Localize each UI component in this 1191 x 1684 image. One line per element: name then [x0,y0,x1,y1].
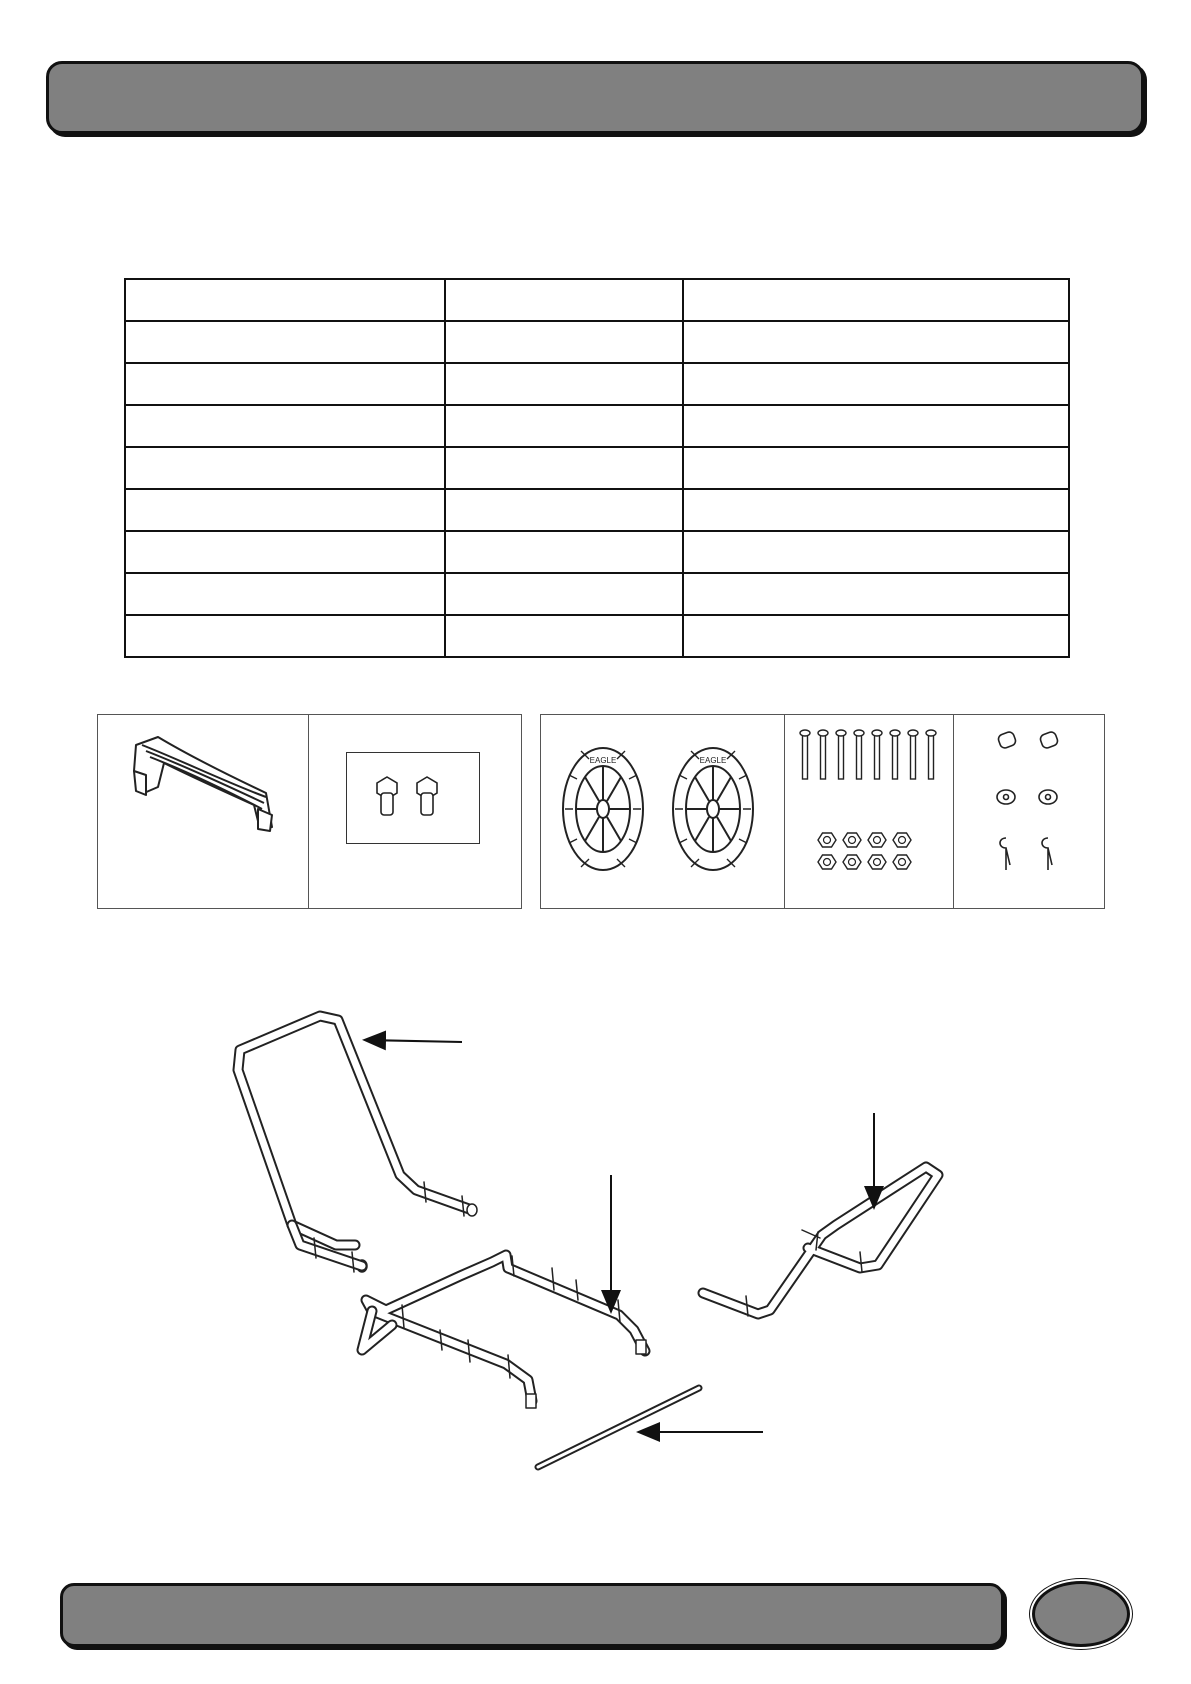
wheel-brand-label-1: EAGLE [589,756,617,765]
footer-banner [60,1583,1004,1647]
wheel-brand-label-2: EAGLE [699,756,727,765]
right-side-frame [703,1167,938,1316]
upper-handle-frame [238,1016,477,1272]
axle-rod [538,1388,699,1467]
middle-base-frame [362,1255,646,1408]
page-number-badge [1032,1581,1130,1647]
callout-arrow-handle [366,1040,462,1042]
